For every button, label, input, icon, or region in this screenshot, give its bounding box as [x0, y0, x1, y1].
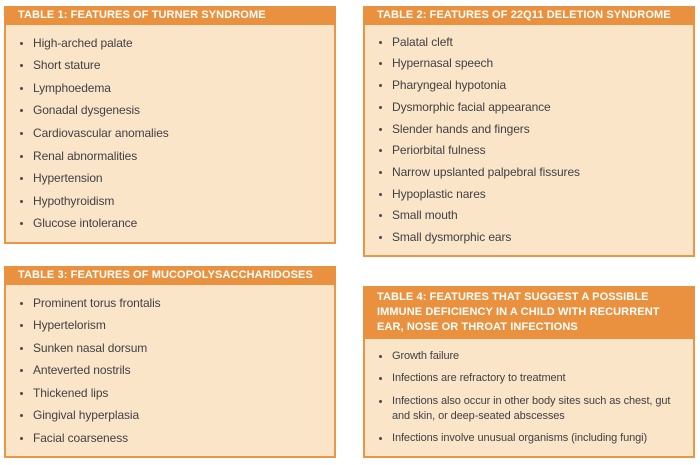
bullet-icon	[379, 128, 382, 131]
list-item	[379, 187, 687, 202]
bullet-icon	[379, 62, 382, 65]
list-item	[379, 35, 687, 50]
bullet-icon	[20, 414, 23, 417]
bullet-icon	[20, 222, 23, 225]
list-item	[379, 371, 687, 386]
list-item-label: Anteverted nostrils	[33, 363, 131, 377]
list-item-label: Cardiovascular anomalies	[33, 125, 169, 140]
list-item-label: Prominent torus frontalis	[33, 295, 161, 310]
list-item-label: Facial coarseness	[33, 430, 129, 445]
table-1-panel	[4, 6, 336, 244]
list-item	[379, 78, 687, 93]
bullet-icon	[379, 400, 382, 403]
list-item	[379, 56, 687, 71]
list-item	[379, 230, 687, 245]
list-item	[20, 36, 328, 51]
table-3-panel	[4, 266, 336, 458]
bullet-icon	[379, 106, 382, 109]
table-2-title: TABLE 2: FEATURES OF 22Q11 DELETION SYNDROME	[363, 6, 695, 25]
bullet-icon	[20, 64, 23, 67]
list-item	[379, 394, 687, 424]
list-item-label: Dysmorphic facial appearance	[392, 99, 551, 114]
table-4-panel	[363, 286, 695, 458]
list-item-label: Growth failure	[392, 350, 460, 363]
list-item-label: Infections involve unusual organisms (including fungi)	[392, 431, 648, 444]
list-item-label: High-arched palate	[33, 35, 133, 50]
list-item	[20, 386, 328, 401]
list-item	[20, 81, 328, 96]
list-item	[20, 216, 328, 231]
bullet-icon	[379, 171, 382, 174]
list-item-label: Hypernasal speech	[392, 56, 494, 71]
list-item-label: Gonadal dysgenesis	[33, 103, 140, 118]
list-item	[20, 171, 328, 186]
list-item-label: Sunken nasal dorsum	[33, 340, 148, 355]
table-3-title: TABLE 3: FEATURES OF MUCOPOLYSACCHARIDOSES	[4, 266, 336, 285]
list-item-label: Periorbital fulness	[392, 143, 486, 158]
table-2-item-list	[363, 25, 695, 257]
table-4-title: TABLE 4: FEATURES THAT SUGGEST A POSSIBLE IMMUNE DEFICIENCY IN A CHILD WITH RECURRENT EAR, NOSE OR THROAT INFECTIONS	[363, 286, 695, 339]
list-item	[20, 194, 328, 209]
bullet-icon	[20, 302, 23, 305]
list-item-label: Infections are refractory to treatment	[392, 372, 566, 385]
list-item	[20, 103, 328, 118]
table-4-item-list	[363, 339, 695, 458]
table-2-panel	[363, 6, 695, 257]
list-item-label: Gingival hyperplasia	[33, 408, 140, 422]
list-item	[20, 58, 328, 73]
list-item-label: Small dysmorphic ears	[392, 230, 512, 245]
bullet-icon	[20, 109, 23, 112]
list-item	[379, 165, 687, 180]
list-item-label: Pharyngeal hypotonia	[392, 78, 507, 93]
bullet-icon	[379, 214, 382, 217]
list-item-label: Renal abnormalities	[33, 148, 138, 163]
list-item	[20, 126, 328, 141]
list-item-label: Hypoplastic nares	[392, 186, 486, 201]
list-item	[379, 143, 687, 158]
list-item-label: Infections also occur in other body sites such as chest, gut and skin, or deep-seated abscesses	[392, 394, 671, 422]
table-1-item-list	[4, 25, 336, 244]
bullet-icon	[379, 41, 382, 44]
list-item	[20, 363, 328, 378]
list-item	[20, 341, 328, 356]
bullet-icon	[20, 392, 23, 395]
list-item	[20, 149, 328, 164]
list-item-label: Short stature	[33, 58, 101, 73]
table-1-title: TABLE 1: FEATURES OF TURNER SYNDROME	[4, 6, 336, 25]
list-item-label: Hypothyroidism	[33, 193, 115, 208]
list-item-label: Slender hands and fingers	[392, 121, 530, 136]
list-item	[379, 349, 687, 364]
bullet-icon	[379, 236, 382, 239]
list-item	[379, 122, 687, 137]
bullet-icon	[20, 87, 23, 90]
list-item-label: Hypertension	[33, 171, 103, 186]
bullet-icon	[20, 132, 23, 135]
list-item	[379, 208, 687, 223]
list-item	[379, 100, 687, 115]
list-item-label: Narrow upslanted palpebral fissures	[392, 165, 580, 180]
list-item	[20, 296, 328, 311]
bullet-icon	[20, 42, 23, 45]
bullet-icon	[379, 84, 382, 87]
bullet-icon	[379, 355, 382, 358]
list-item-label: Palatal cleft	[392, 34, 453, 49]
list-item	[20, 408, 328, 423]
bullet-icon	[20, 155, 23, 158]
bullet-icon	[379, 193, 382, 196]
list-item-label: Glucose intolerance	[33, 216, 138, 231]
bullet-icon	[379, 149, 382, 152]
bullet-icon	[20, 324, 23, 327]
bullet-icon	[20, 369, 23, 372]
list-item-label: Lymphoedema	[33, 80, 111, 95]
bullet-icon	[20, 177, 23, 180]
bullet-icon	[20, 437, 23, 440]
bullet-icon	[379, 437, 382, 440]
list-item-label: Thickened lips	[33, 385, 109, 400]
list-item-label: Hypertelorism	[33, 318, 106, 332]
bullet-icon	[20, 347, 23, 350]
list-item	[20, 431, 328, 446]
list-item	[20, 318, 328, 333]
table-3-item-list	[4, 285, 336, 458]
list-item-label: Small mouth	[392, 208, 458, 223]
bullet-icon	[379, 377, 382, 380]
list-item	[379, 431, 687, 446]
bullet-icon	[20, 200, 23, 203]
